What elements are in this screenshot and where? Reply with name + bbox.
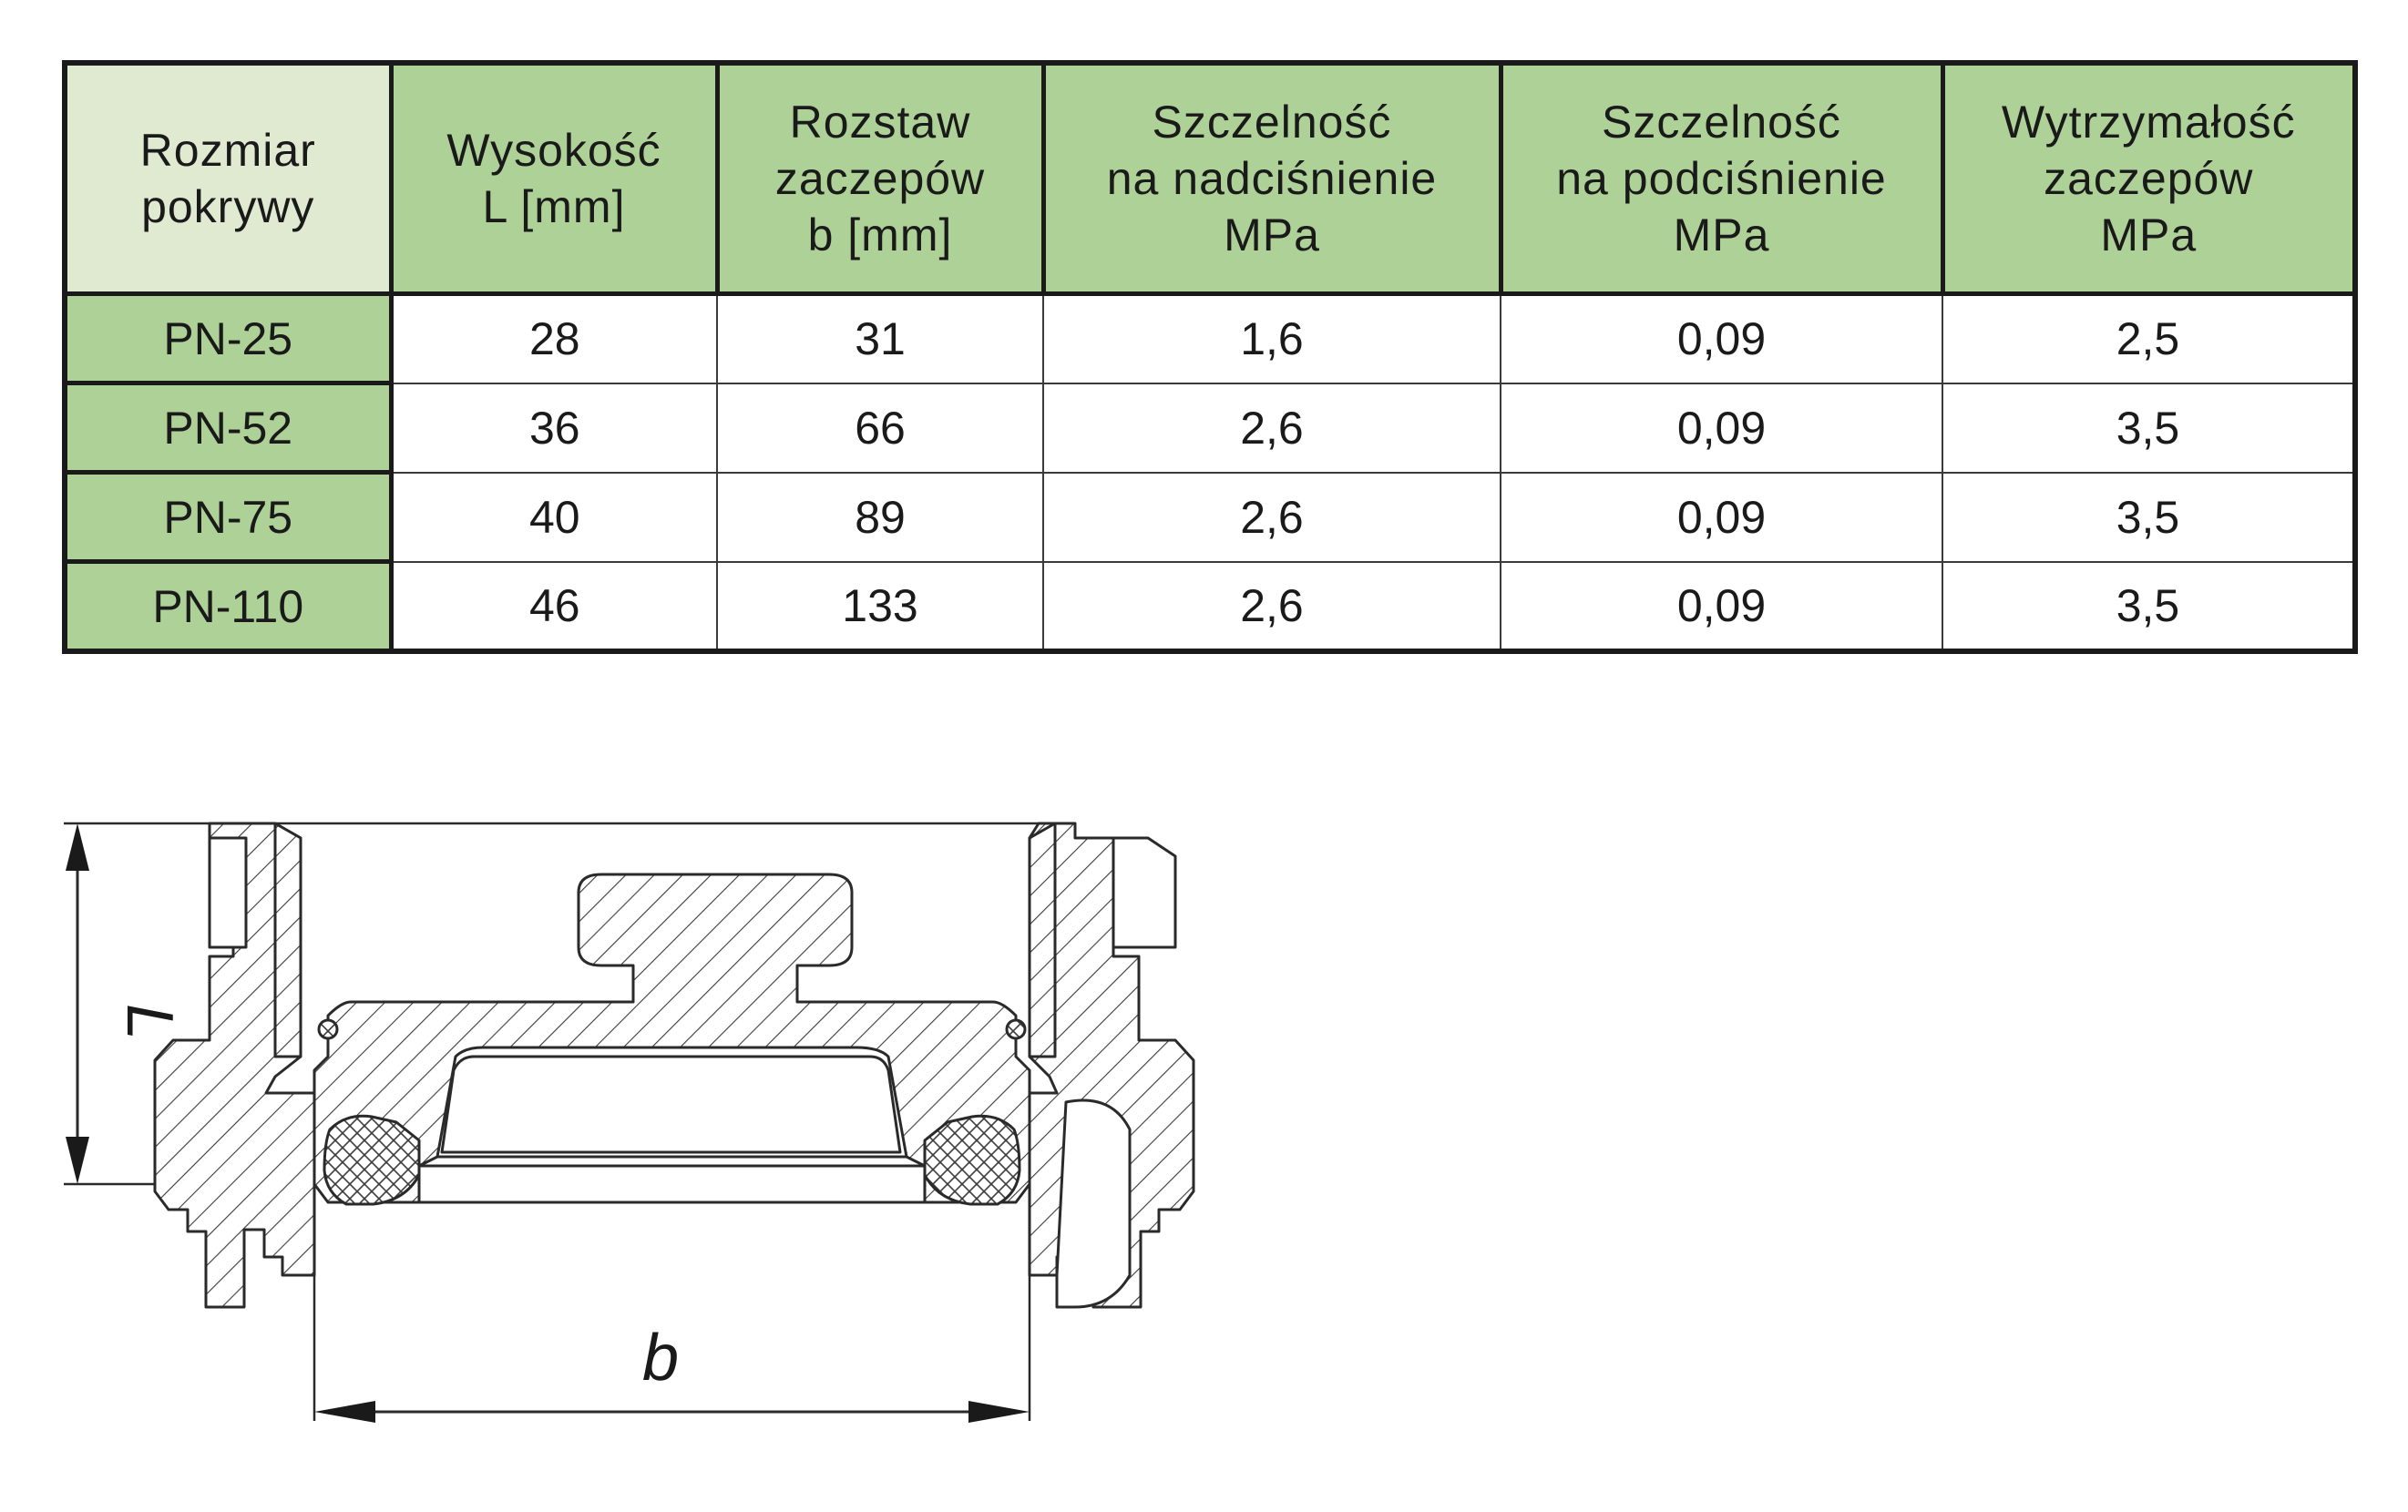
- cover-bottom-lip: [419, 1166, 925, 1202]
- cell-strength: 3,5: [1942, 473, 2355, 562]
- cell-size: PN-75: [65, 473, 391, 562]
- header-hook-strength: Wytrzymałość zaczepów MPa: [1942, 63, 2355, 294]
- dimension-label-l: L: [113, 1003, 186, 1041]
- right-wall-section: [1030, 823, 1055, 1057]
- cell-vacuum: 0,09: [1501, 473, 1942, 562]
- cell-size: PN-110: [65, 562, 391, 652]
- header-overpressure-tightness: Szczelność na nadciśnienie MPa: [1043, 63, 1501, 294]
- cell-vacuum: 0,09: [1501, 294, 1942, 383]
- table-row: [65, 562, 2355, 652]
- cell-height: 36: [391, 383, 717, 473]
- cell-size: PN-25: [65, 294, 391, 383]
- left-wall-section: [275, 823, 301, 1057]
- left-shoulder-section: [210, 838, 246, 947]
- header-height: Wysokość L [mm]: [391, 63, 717, 294]
- cell-size: PN-52: [65, 383, 391, 473]
- cell-overpressure: 1,6: [1043, 294, 1501, 383]
- cover-cross-section-drawing: [36, 783, 1221, 1439]
- right-seal-section: [925, 1116, 1020, 1204]
- cell-spacing: 31: [717, 294, 1043, 383]
- cell-spacing: 133: [717, 562, 1043, 652]
- cell-vacuum: 0,09: [1501, 383, 1942, 473]
- dimension-label-b: b: [641, 1322, 680, 1395]
- right-hook-outline: [1057, 1100, 1130, 1307]
- specification-table: [62, 60, 2358, 654]
- arrow-icon: [66, 1137, 89, 1184]
- cell-height: 46: [391, 562, 717, 652]
- table-row: [65, 294, 2355, 383]
- cell-height: 28: [391, 294, 717, 383]
- cell-height: 40: [391, 473, 717, 562]
- cell-strength: 3,5: [1942, 562, 2355, 652]
- arrow-icon: [66, 823, 89, 871]
- cell-spacing: 89: [717, 473, 1043, 562]
- right-shoulder-section: [1113, 838, 1175, 947]
- arrow-icon: [314, 1401, 375, 1423]
- header-vacuum-tightness: Szczelność na podciśnienie MPa: [1501, 63, 1942, 294]
- cover-inner-cavity: [442, 1057, 900, 1152]
- header-hook-spacing: Rozstaw zaczepów b [mm]: [717, 63, 1043, 294]
- table-row: [65, 473, 2355, 562]
- arrow-icon: [968, 1401, 1030, 1423]
- right-o-ring: [1007, 1020, 1025, 1038]
- table-row: [65, 383, 2355, 473]
- cell-overpressure: 2,6: [1043, 383, 1501, 473]
- left-o-ring: [319, 1020, 337, 1038]
- cell-strength: 2,5: [1942, 294, 2355, 383]
- cell-spacing: 66: [717, 383, 1043, 473]
- cell-overpressure: 2,6: [1043, 562, 1501, 652]
- cell-strength: 3,5: [1942, 383, 2355, 473]
- table-header-row: [65, 63, 2355, 294]
- left-seal-section: [324, 1116, 419, 1204]
- header-cover-size: Rozmiar pokrywy: [65, 63, 391, 294]
- cell-vacuum: 0,09: [1501, 562, 1942, 652]
- cell-overpressure: 2,6: [1043, 473, 1501, 562]
